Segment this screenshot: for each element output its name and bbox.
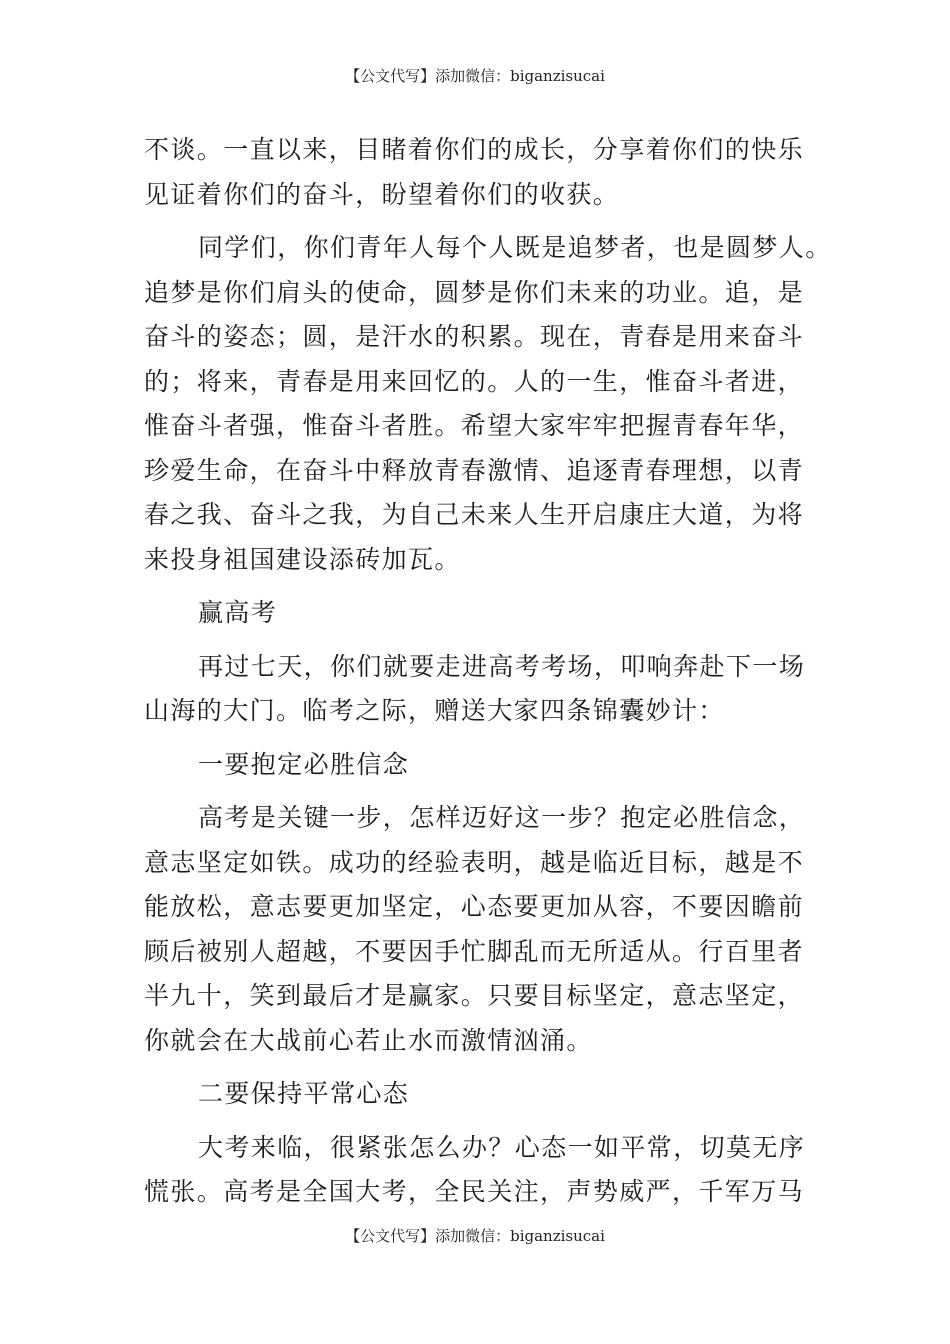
subheading-belief — [144, 743, 816, 788]
paragraph-calm-mind — [144, 1126, 816, 1215]
heading-text: 一要抱定必胜信念 — [198, 749, 410, 779]
paragraph-continuation — [144, 128, 816, 217]
heading-text: 赢高考 — [198, 598, 278, 627]
text-line: 同学们，你们青年人每个人既是追梦者，也是圆梦人。 — [198, 233, 832, 262]
paragraph-youth-dream — [144, 226, 832, 582]
text-line: 珍爱生命，在奋斗中释放青春激情、追逐青春理想，以青 — [144, 455, 805, 485]
text-line: 大考来临，很紧张怎么办？心态一如平常，切莫无序 — [198, 1132, 806, 1162]
text-line: 见证着你们的奋斗，盼望着你们的收获。 — [144, 179, 620, 209]
text-line: 追梦是你们肩头的使命，圆梦是你们未来的功业。追，是 — [144, 277, 805, 307]
text-line: 半九十，笑到最后才是赢家。只要目标坚定，意志坚定， — [144, 981, 805, 1010]
section-heading-win-exam — [144, 591, 816, 636]
text-line: 高考是关键一步，怎样迈好这一步？抱定必胜信念， — [198, 803, 806, 832]
paragraph-exam-intro — [144, 645, 816, 734]
text-line: 奋斗的姿态；圆，是汗水的积累。现在，青春是用来奋斗 — [144, 322, 805, 351]
subheading-calm-mind — [144, 1072, 816, 1117]
text-line: 你就会在大战前心若止水而激情汹涌。 — [144, 1025, 593, 1055]
page-header-watermark: 【公文代写】添加微信：biganzisucai — [345, 67, 605, 85]
document-body — [144, 128, 832, 1224]
paragraph-belief — [144, 796, 816, 1063]
text-line: 慌张。高考是全国大考，全民关注，声势威严，千军万马 — [144, 1177, 805, 1206]
heading-text: 二要保持平常心态 — [198, 1079, 410, 1108]
text-line: 能放松，意志要更加坚定，心态要更加从容，不要因瞻前 — [144, 892, 805, 921]
text-line: 不谈。一直以来，目睹着你们的成长，分享着你们的快乐 — [144, 135, 805, 164]
text-line: 春之我、奋斗之我，为自己未来人生开启康庄大道，为将 — [144, 500, 805, 529]
text-line: 再过七天，你们就要走进高考考场，叩响奔赴下一场 — [198, 651, 806, 681]
text-line: 顾后被别人超越，不要因手忙脚乱而无所适从。行百里者 — [144, 936, 805, 966]
page-footer-watermark: 【公文代写】添加微信：biganzisucai — [345, 1227, 605, 1245]
text-line: 来投身祖国建设添砖加瓦。 — [144, 544, 461, 574]
text-line: 山海的大门。临考之际，赠送大家四条锦囊妙计： — [144, 696, 725, 725]
text-line: 的；将来，青春是用来回忆的。人的一生，惟奋斗者进， — [144, 366, 805, 396]
text-line: 意志坚定如铁。成功的经验表明，越是临近目标，越是不 — [144, 847, 805, 877]
text-line: 惟奋斗者强，惟奋斗者胜。希望大家牢牢把握青春年华， — [144, 411, 805, 440]
